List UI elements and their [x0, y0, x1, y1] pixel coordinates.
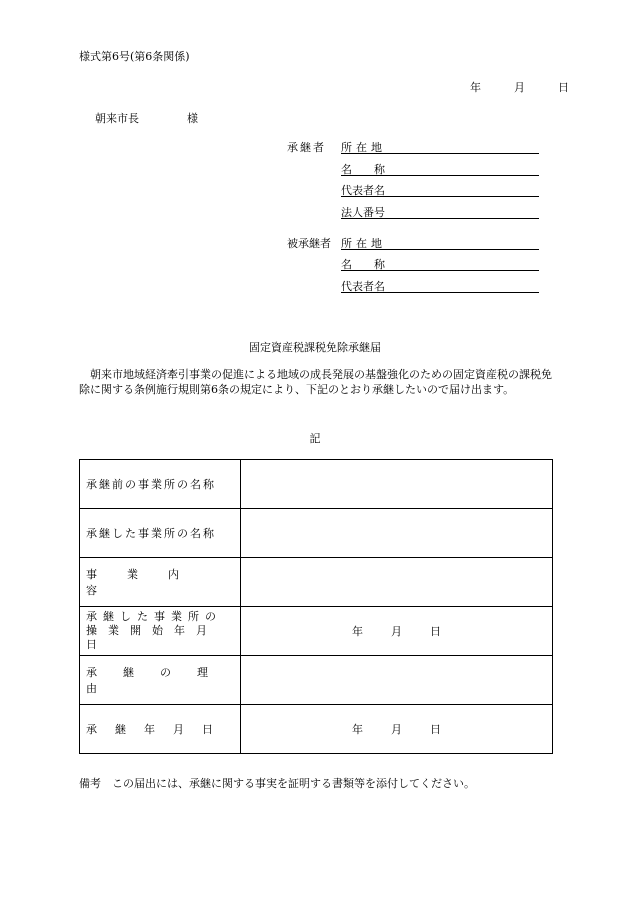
- row-label: [80, 460, 241, 509]
- date-year-label: 年: [470, 81, 481, 94]
- row-label: [80, 607, 241, 656]
- addressee: [95, 110, 198, 126]
- field-label: 所在地: [341, 237, 386, 250]
- succeeded-office-name-cell[interactable]: [241, 509, 553, 558]
- ki-heading: 記: [309, 432, 321, 445]
- row-label-text: 承継年月日: [86, 723, 231, 736]
- row-label-text: 承継前の事業所の名称: [86, 478, 216, 491]
- previous-office-name-cell[interactable]: [241, 460, 553, 509]
- year-label: 年: [352, 723, 363, 736]
- row-label-text: 承継の理由: [86, 666, 234, 695]
- submission-date: [470, 79, 569, 95]
- succession-date-cell[interactable]: [241, 705, 553, 754]
- row-label-text: 事業内容: [86, 568, 209, 597]
- row-label: [80, 558, 241, 607]
- row-label: [80, 656, 241, 705]
- predecessor-label: 被承継者: [287, 237, 331, 250]
- field-label: 所在地: [341, 141, 386, 154]
- successor-corporate-number-field[interactable]: [341, 204, 539, 219]
- table-row: [80, 558, 553, 607]
- predecessor-name-field[interactable]: [341, 256, 539, 271]
- body-paragraph: 朝来市地域経済牽引事業の促進による地域の成長発展の基盤強化のための固定資産税の課税免除に関する条例施行規則第6条の規定により、下記のとおり承継したいので届け出ます。: [79, 368, 552, 396]
- table-row: [80, 705, 553, 754]
- field-label: 代表者名: [341, 280, 385, 293]
- row-label-text: 承継した事業所の名称: [86, 527, 216, 540]
- month-label: 月: [391, 625, 402, 638]
- succession-reason-cell[interactable]: [241, 656, 553, 705]
- table-row: [80, 460, 553, 509]
- details-table: [79, 459, 553, 754]
- date-day-label: 日: [558, 81, 569, 94]
- field-label: 名称: [341, 258, 407, 271]
- document-title: 固定資産税課税免除承継届: [249, 341, 381, 354]
- field-label: 法人番号: [341, 206, 385, 219]
- predecessor-address-field[interactable]: [341, 235, 539, 250]
- table-row: [80, 607, 553, 656]
- successor-address-field[interactable]: [341, 139, 539, 154]
- successor-representative-field[interactable]: [341, 182, 539, 197]
- operation-start-date-cell[interactable]: [241, 607, 553, 656]
- field-label: 代表者名: [341, 184, 385, 197]
- predecessor-representative-field[interactable]: [341, 278, 539, 293]
- form-number: 様式第6号(第6条関係): [79, 50, 190, 63]
- row-label-line1: 承継した事業所の: [86, 610, 222, 623]
- addressee-name: 朝来市長: [95, 112, 139, 125]
- date-month-label: 月: [514, 81, 525, 94]
- day-label: 日: [430, 723, 441, 736]
- table-row: [80, 656, 553, 705]
- business-content-cell[interactable]: [241, 558, 553, 607]
- successor-label: 承継者: [287, 141, 326, 154]
- table-row: [80, 509, 553, 558]
- month-label: 月: [391, 723, 402, 736]
- year-label: 年: [352, 625, 363, 638]
- row-label-line2: 操業開始年月日: [86, 624, 218, 651]
- field-label: 名称: [341, 163, 407, 176]
- row-label: [80, 509, 241, 558]
- day-label: 日: [430, 625, 441, 638]
- row-label: [80, 705, 241, 754]
- addressee-honorific: 様: [187, 112, 198, 125]
- remark-note: 備考 この届出には、承継に関する事実を証明する書類等を添付してください。: [79, 777, 475, 790]
- successor-name-field[interactable]: [341, 161, 539, 176]
